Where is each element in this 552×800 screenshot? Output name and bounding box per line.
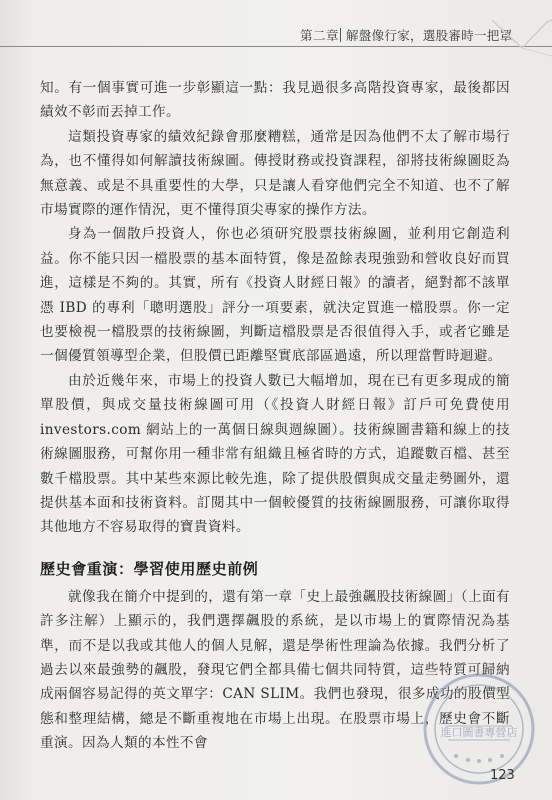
paragraph: 由於近幾年來，市場上的投資人數已大幅增加，現在已有更多現成的簡單股價，與成交量技術線圖可用（《投資人財經日報》訂戶可免費使用 investors.com 網站上的一萬個日線與週線圖）。技術線圖書籍和線上的技術線圖服務，可幫你用一種非常有組織且極省時的方式，追蹤數百檔、甚至數千檔股票。其中某些來源比較先進，除了提供股價與成交量走勢圖外，還提供基本面和技術資料。訂閱其中一個較優質的技術線圖服務，可讓你取得其他地方不容易取得的寶貴資料。 <box>40 372 510 536</box>
paragraph: 這類投資專家的績效紀錄會那麼糟糕，通常是因為他們不太了解市場行為，也不懂得如何解讀技術線圖。傳授財務或投資課程，卻將技術線圖貶為無意義、或是不具重要性的大學，只是讓人看穿他們完全不知道、也不了解市場實際的運作情況，更不懂得頂尖專家的操作方法。 <box>40 128 510 219</box>
running-header <box>0 26 552 46</box>
header-rule <box>0 46 552 47</box>
page-number: 123 <box>490 768 515 783</box>
chapter-label: 第二章 <box>300 28 340 43</box>
paragraph-continued: 知。有一個事實可進一步彰顯這一點：我見過很多高階投資專家，最後都因績效不彰而丟掉工作。 <box>40 80 510 121</box>
header-separator <box>340 28 341 42</box>
header-decoration-icon <box>492 18 552 58</box>
stamp-text: 進口圖書專營店 <box>440 726 518 739</box>
section-heading: 歷史會重演：學習使用歷史前例 <box>40 559 259 578</box>
bookstore-stamp-icon <box>418 668 540 790</box>
page-body <box>40 76 510 756</box>
chapter-subtitle: 解盤像行家，選股審時一把罩 <box>346 28 513 43</box>
paragraph: 就像我在簡介中提到的，還有第一章「史上最強飆股技術線圖」（上面有許多注解）上顯示的，我們選擇飆股的系統，是以市場上的實際情況為基準，而不是以我或其他人的個人見解，還是學術性理論為依據。我們分析了過去以來最強勢的飆股，發現它們全都具備七個共同特質，這些特質可歸納成兩個容易記得的英文單字：CAN SLIM。我們也發現，很多成功的股價型態和整理結構，總是不斷重複地在市場上出現。在股票市場上，歷史會不斷重演。因為人類的本性不會 <box>40 588 510 752</box>
paragraph: 身為一個散戶投資人，你也必須研究股票技術線圖，並利用它創造利益。你不能只因一檔股票的基本面特質，像是盈餘表現強勁和營收良好而買進，這樣是不夠的。其實，所有《投資人財經日報》的讀者，絕對都不該單憑 IBD 的專利「聰明選股」評分一項要素，就決定買進一檔股票。你一定也要檢視一檔股票的技術線圖，判斷這檔股票是否很值得入手，或者它雖是一個優質領導型企業，但股價已距離堅實底部區過遠，所以理當暫時迴避。 <box>40 226 510 365</box>
